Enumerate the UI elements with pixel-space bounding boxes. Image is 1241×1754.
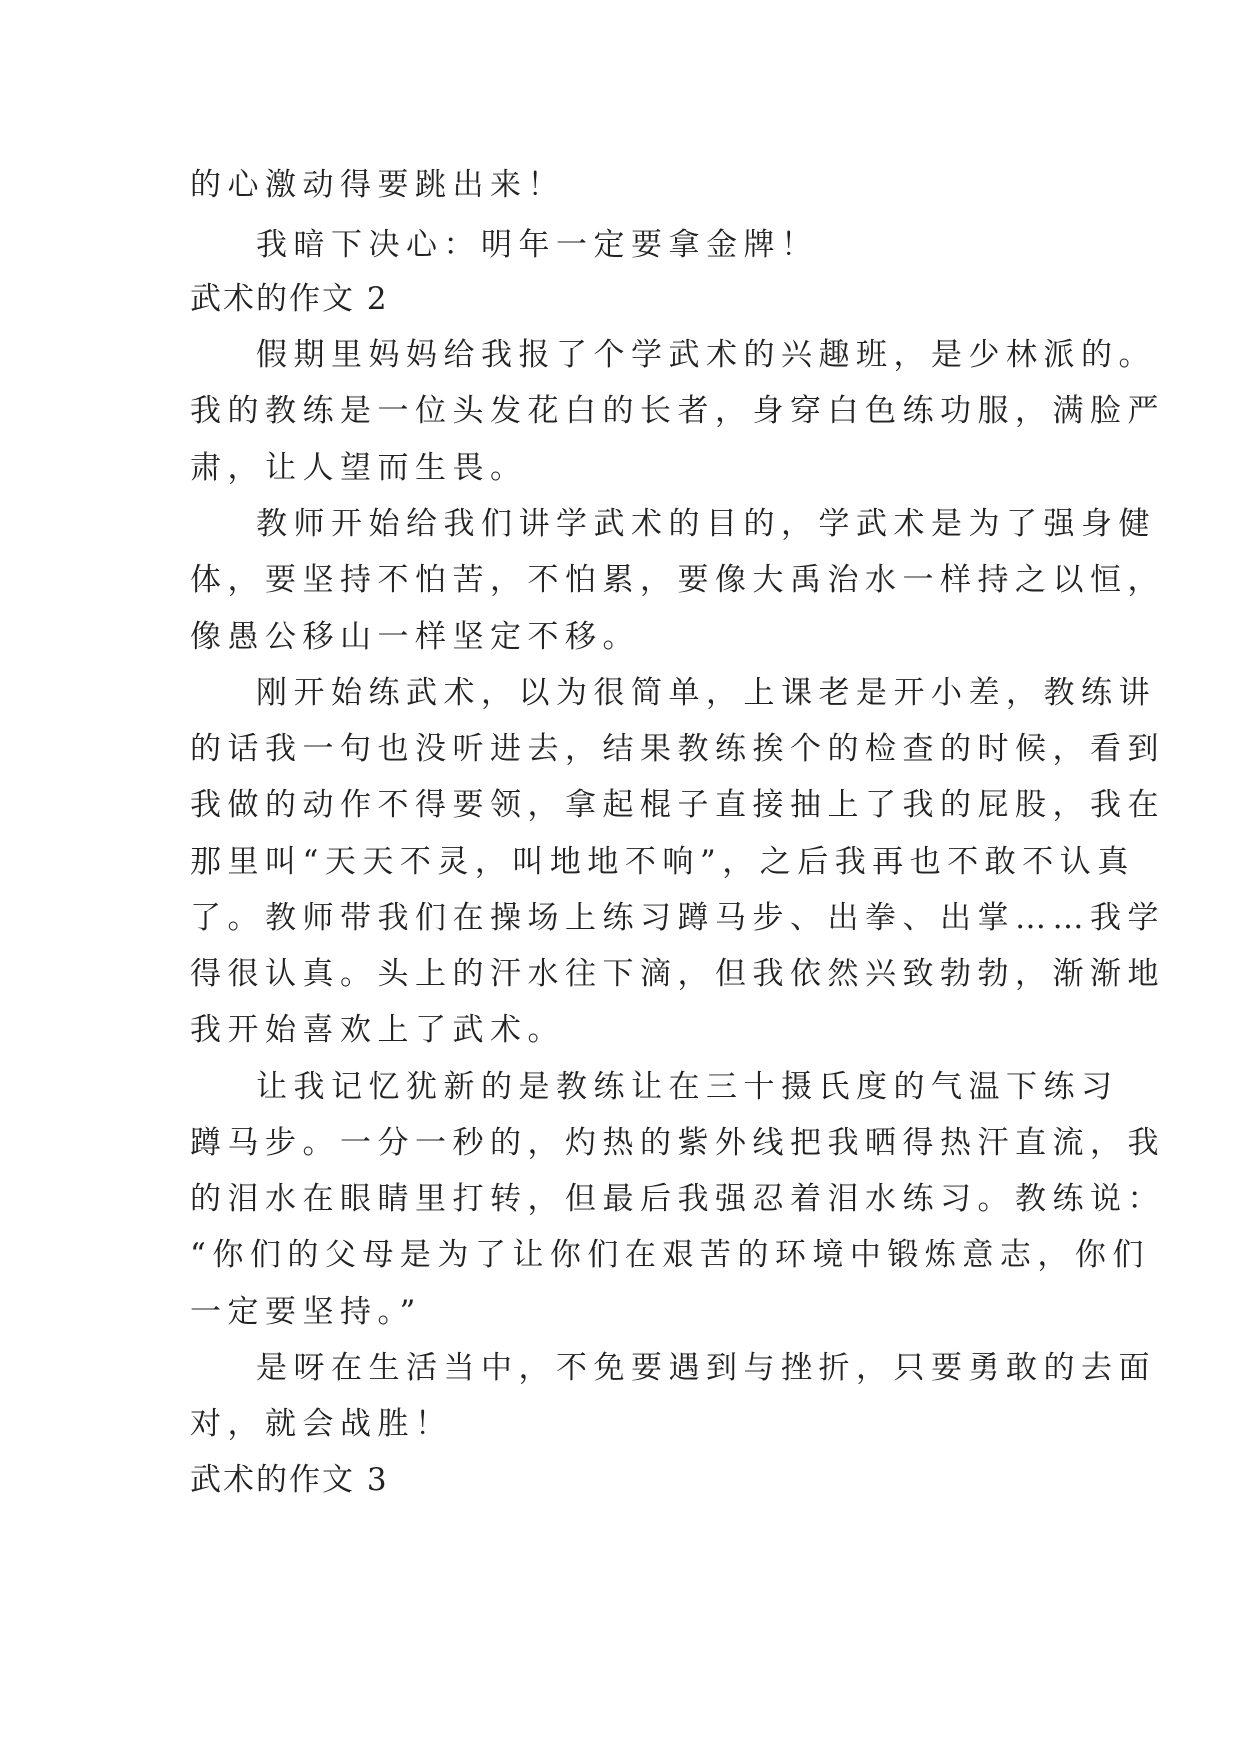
paragraph-line: 我暗下决心：明年一定要拿金牌！ (256, 227, 819, 263)
paragraph-line: “你们的父母是为了让你们在艰苦的环境中锻炼意志，你们 (190, 1237, 1150, 1273)
paragraph-line: 像愚公移山一样坚定不移。 (190, 619, 640, 655)
paragraph-line: 我的教练是一位头发花白的长者，身穿白色练功服，满脸严 (190, 393, 1165, 429)
section-heading: 武术的作文 2 (190, 281, 389, 317)
paragraph-line: 肃，让人望而生畏。 (190, 450, 528, 486)
paragraph-line: 让我记忆犹新的是教练让在三十摄氏度的气温下练习 (256, 1069, 1119, 1105)
paragraph-line: 那里叫“天天不灵，叫地地不响”，之后我再也不敢不认真 (190, 844, 1135, 880)
paragraph-line: 是呀在生活当中，不免要遇到与挫折，只要勇敢的去面 (256, 1350, 1156, 1386)
paragraph-line: 的话我一句也没听进去，结果教练挨个的检查的时候，看到 (190, 731, 1165, 767)
section-heading: 武术的作文 3 (190, 1462, 389, 1498)
paragraph-line: 假期里妈妈给我报了个学武术的兴趣班，是少林派的。 (256, 337, 1156, 373)
paragraph-line: 蹲马步。一分一秒的，灼热的紫外线把我晒得热汗直流，我 (190, 1125, 1165, 1161)
paragraph-line: 教师开始给我们讲学武术的目的，学武术是为了强身健 (256, 506, 1156, 542)
paragraph-line: 一定要坚持。” (190, 1294, 422, 1330)
paragraph-line: 对，就会战胜！ (190, 1406, 453, 1442)
paragraph-line: 刚开始练武术，以为很简单，上课老是开小差，教练讲 (256, 675, 1156, 711)
paragraph-line: 我开始喜欢上了武术。 (190, 1012, 565, 1048)
paragraph-line: 的心激动得要跳出来！ (190, 167, 565, 203)
paragraph-line: 了。教师带我们在操场上练习蹲马步、出拳、出掌……我学 (190, 900, 1165, 936)
paragraph-line: 的泪水在眼睛里打转，但最后我强忍着泪水练习。教练说： (190, 1181, 1165, 1217)
paragraph-line: 体，要坚持不怕苦，不怕累，要像大禹治水一样持之以恒， (190, 562, 1165, 598)
paragraph-line: 我做的动作不得要领，拿起棍子直接抽上了我的屁股，我在 (190, 787, 1165, 823)
paragraph-line: 得很认真。头上的汗水往下滴，但我依然兴致勃勃，渐渐地 (190, 956, 1165, 992)
